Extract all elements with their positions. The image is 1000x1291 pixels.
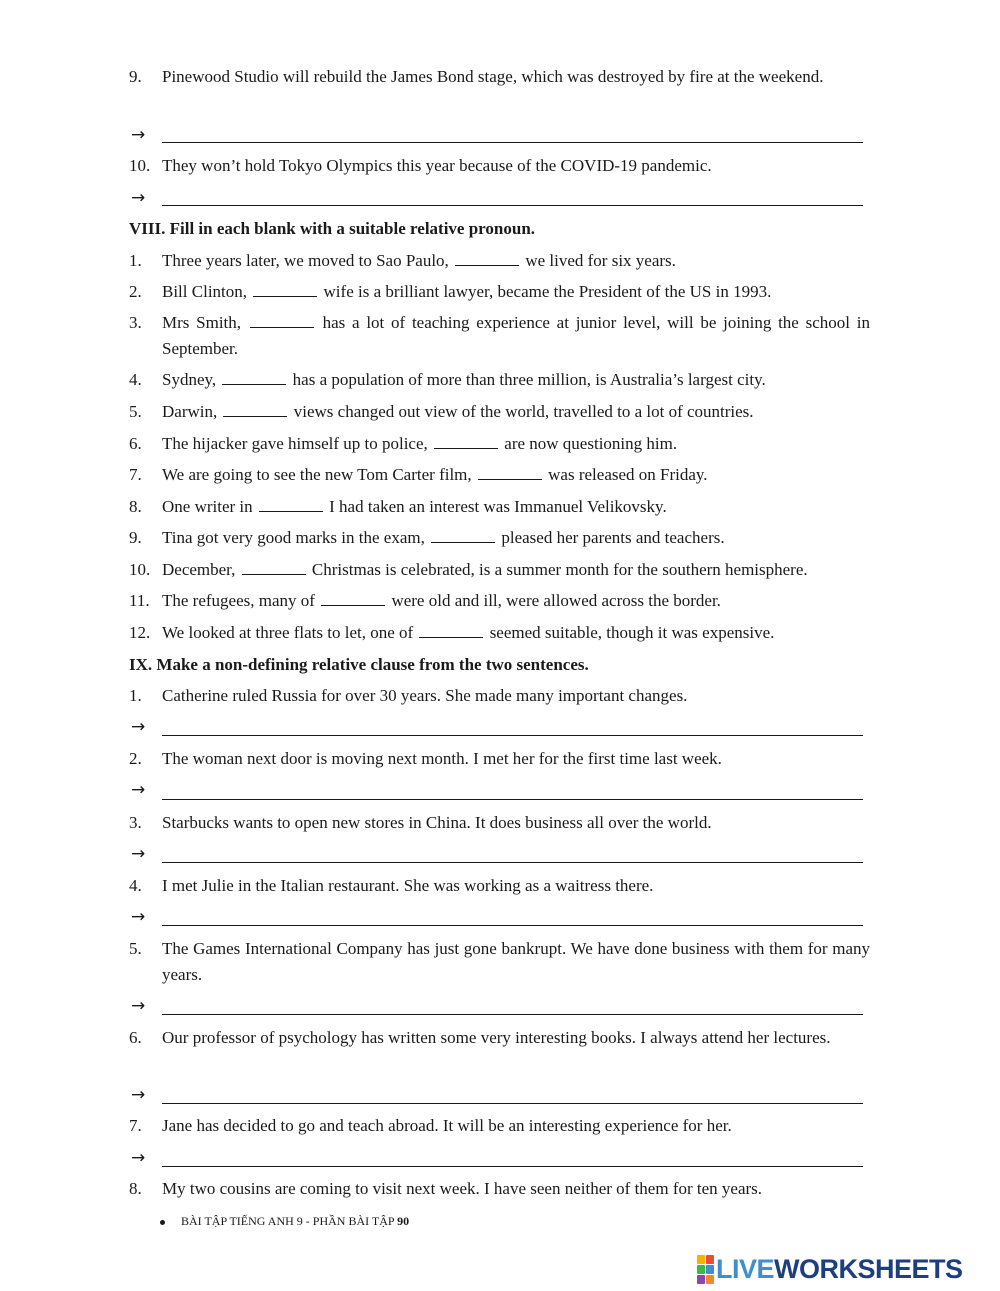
question-number: 8. [129,497,142,516]
question-number: 10. [129,560,151,579]
arrow-icon: → [131,996,146,1016]
blank-field[interactable] [419,623,483,638]
question-text: We are going to see the new Tom Carter film, was released on Friday. [162,465,708,484]
answer-line[interactable] [162,862,863,863]
answer-line[interactable] [162,799,863,800]
question-text: Darwin, views changed out view of the world, travelled to a lot of countries. [162,402,754,421]
question-number: 4. [129,370,142,389]
logo-mark-icon [697,1255,714,1284]
page-footer [160,1213,409,1229]
question-number: 10. [129,156,151,175]
logo-text: LIVEWORKSHEETS [716,1253,963,1284]
section-heading: VIII. Fill in each blank with a suitable relative pronoun. [129,219,536,238]
question-number: 7. [129,1116,142,1135]
answer-line[interactable] [162,1166,863,1167]
blank-field[interactable] [434,434,498,449]
answer-line[interactable] [162,142,863,143]
answer-line[interactable] [162,735,863,736]
arrow-icon: → [131,844,146,864]
question-text: We looked at three flats to let, one of seemed suitable, though it was expensive. [162,623,775,642]
question-text: December, Christmas is celebrated, is a summer month for the southern hemisphere. [162,560,808,579]
footer-label: BÀI TẬP TIẾNG ANH 9 - PHẦN BÀI TẬP [181,1214,395,1228]
question-number: 2. [129,749,142,768]
arrow-icon: → [131,125,146,145]
question-text: The Games International Company has just gone bankrupt. We have done business with them for many years. [162,939,870,984]
blank-field[interactable] [242,560,306,575]
question-number: 9. [129,528,142,547]
arrow-icon: → [131,907,146,927]
question-text: Mrs Smith, has a lot of teaching experience at junior level, will be joining the school in September. [162,313,870,358]
question-text: The hijacker gave himself up to police, are now questioning him. [162,434,678,453]
blank-field[interactable] [223,402,287,417]
blank-field[interactable] [253,282,317,297]
answer-line[interactable] [162,205,863,206]
question-text: My two cousins are coming to visit next week. I have seen neither of them for ten years. [162,1179,763,1198]
question-text: Pinewood Studio will rebuild the James Bond stage, which was destroyed by fire at the weekend. [162,67,824,86]
blank-field[interactable] [478,465,542,480]
blank-field[interactable] [431,528,495,543]
section-heading: IX. Make a non-defining relative clause from the two sentences. [129,655,589,674]
question-text: Tina got very good marks in the exam, pleased her parents and teachers. [162,528,725,547]
question-number: 12. [129,623,151,642]
liveworksheets-logo [697,1254,963,1284]
blank-field[interactable] [250,313,314,328]
question-number: 2. [129,282,142,301]
blank-field[interactable] [222,370,286,385]
question-number: 5. [129,939,142,958]
question-number: 4. [129,876,142,895]
answer-line[interactable] [162,1103,863,1104]
bullet-icon [160,1220,165,1225]
blank-field[interactable] [259,497,323,512]
question-number: 8. [129,1179,142,1198]
question-text: Starbucks wants to open new stores in China. It does business all over the world. [162,813,712,832]
arrow-icon: → [131,1148,146,1168]
blank-field[interactable] [321,591,385,606]
question-text: The refugees, many of were old and ill, were allowed across the border. [162,591,721,610]
question-text: I met Julie in the Italian restaurant. She was working as a waitress there. [162,876,654,895]
question-text: Sydney, has a population of more than three million, is Australia’s largest city. [162,370,766,389]
question-number: 1. [129,686,142,705]
answer-line[interactable] [162,925,863,926]
question-text: Three years later, we moved to Sao Paulo, we lived for six years. [162,251,676,270]
question-number: 3. [129,813,142,832]
question-text: Bill Clinton, wife is a brilliant lawyer, became the President of the US in 1993. [162,282,772,301]
arrow-icon: → [131,780,146,800]
arrow-icon: → [131,717,146,737]
question-number: 9. [129,67,142,86]
question-number: 7. [129,465,142,484]
page-number: 90 [397,1214,410,1228]
question-text: Catherine ruled Russia for over 30 years. She made many important changes. [162,686,688,705]
question-number: 3. [129,313,142,332]
question-text: The woman next door is moving next month. I met her for the first time last week. [162,749,722,768]
question-text: Jane has decided to go and teach abroad. It will be an interesting experience for her. [162,1116,732,1135]
arrow-icon: → [131,188,146,208]
question-number: 1. [129,251,142,270]
question-number: 11. [129,591,150,610]
question-text: Our professor of psychology has written some very interesting books. I always attend her lectures. [162,1028,831,1047]
question-text: One writer in I had taken an interest was Immanuel Velikovsky. [162,497,667,516]
answer-line[interactable] [162,1014,863,1015]
arrow-icon: → [131,1085,146,1105]
question-number: 5. [129,402,142,421]
question-number: 6. [129,1028,142,1047]
question-number: 6. [129,434,142,453]
blank-field[interactable] [455,251,519,266]
question-text: They won’t hold Tokyo Olympics this year because of the COVID-19 pandemic. [162,156,712,175]
